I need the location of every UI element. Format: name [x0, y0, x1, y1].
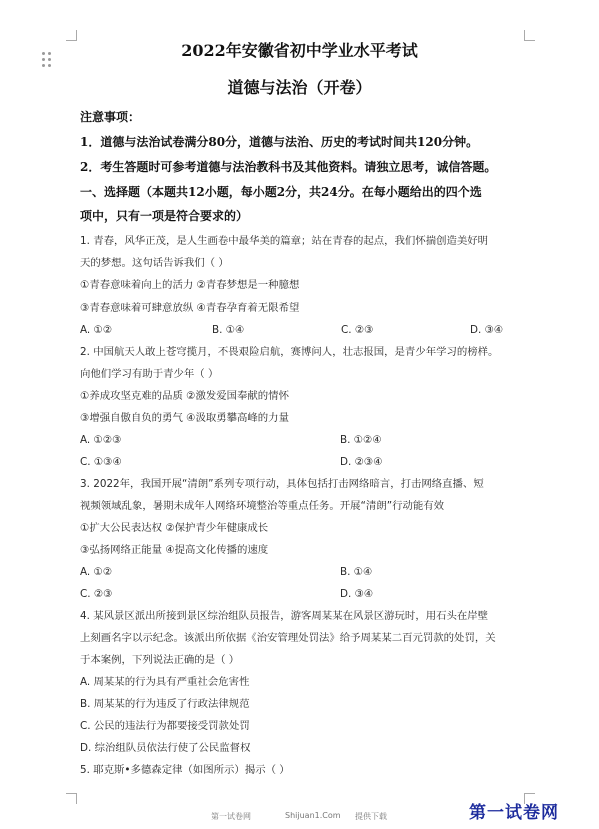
- q1-option-b: B. ①④: [212, 324, 245, 336]
- q4-option-c: C. 公民的违法行为都要接受罚款处罚: [80, 720, 250, 732]
- q1-option-a: A. ①②: [80, 324, 113, 336]
- q3-statements-2: ③弘扬网络正能量 ④提高文化传播的速度: [80, 544, 269, 556]
- q4-stem-line1: 4. 某风景区派出所接到景区综治组队员报告，游客周某某在风景区游玩时，用石头在岸壁: [80, 610, 489, 622]
- q2-option-d: D. ②③④: [340, 456, 383, 468]
- q4-option-b: B. 周某某的行为违反了行政法律规范: [80, 698, 250, 710]
- document-subtitle: 道德与法治（开卷）: [227, 78, 372, 97]
- q4-stem-line3: 于本案例，下列说法正确的是（ ）: [80, 654, 240, 666]
- q1-stem-line1: 1. 青春，风华正茂，是人生画卷中最华美的篇章；站在青春的起点，我们怀揣创造美好明: [80, 235, 489, 247]
- footer-site-url: Shijuan1.Com: [285, 811, 341, 820]
- q2-statements-2: ③增强自傲自负的勇气 ④汲取勇攀高峰的力量: [80, 412, 289, 424]
- q1-statements-1: ①青春意味着向上的活力 ②青春梦想是一种臆想: [80, 279, 300, 291]
- notice-item-1: 1．道德与法治试卷满分80分，道德与法治、历史的考试时间共120分钟。: [80, 135, 479, 149]
- q3-option-a: A. ①②: [80, 566, 113, 578]
- q3-option-c: C. ②③: [80, 588, 113, 600]
- notice-heading: 注意事项：: [80, 110, 141, 124]
- q1-option-c: C. ②③: [341, 324, 374, 336]
- q4-option-a: A. 周某某的行为具有严重社会危害性: [80, 676, 250, 688]
- q3-option-d: D. ③④: [340, 588, 374, 600]
- q4-option-d: D. 综治组队员依法行使了公民监督权: [80, 742, 251, 754]
- q3-stem-line1: 3. 2022年，我国开展“清朗”系列专项行动，具体包括打击网络暗言，打击网络直播、短: [80, 478, 484, 490]
- q2-stem-line1: 2. 中国航天人敢上苍穹揽月，不畏艰险启航，赛博问人，壮志报国，是青少年学习的榜样。: [80, 346, 499, 358]
- q2-stem-line2: 向他们学习有助于青少年（ ）: [80, 368, 219, 380]
- q1-stem-line2: 天的梦想。这句话告诉我们（ ）: [80, 257, 229, 269]
- q3-statements-1: ①扩大公民表达权 ②保护青少年健康成长: [80, 522, 269, 534]
- q2-option-b: B. ①②④: [340, 434, 382, 446]
- q2-statements-1: ①养成攻坚克难的品质 ②激发爱国奉献的情怀: [80, 390, 289, 402]
- crop-mark-bottom-left: [66, 793, 77, 804]
- q4-stem-line2: 上刻画名字以示纪念。该派出所依据《治安管理处罚法》给予周某某二百元罚款的处罚，关: [80, 632, 496, 644]
- brand-logo-text: 第一试卷网: [469, 803, 559, 823]
- q3-option-b: B. ①④: [340, 566, 373, 578]
- section-heading-line2: 项中，只有一项是符合要求的）: [80, 209, 249, 223]
- document-title: 2022年安徽省初中学业水平考试: [181, 41, 418, 60]
- footer-site-name: 第一试卷网: [211, 812, 251, 821]
- notice-item-2: 2．考生答题时可参考道德与法治教科书及其他资料。请独立思考，诚信答题。: [80, 160, 497, 174]
- q3-stem-line2: 视频领域乱象，暑期未成年人网络环境整治等重点任务。开展“清朗”行动能有效: [80, 500, 445, 512]
- footer-download-text: 提供下载: [355, 812, 387, 821]
- q2-option-c: C. ①③④: [80, 456, 122, 468]
- section-heading-line1: 一、选择题（本题共12小题，每小题2分，共24分。在每小题给出的四个选: [80, 185, 482, 199]
- q5-stem-line1: 5. 耶克斯•多德森定律（如图所示）揭示（ ）: [80, 764, 290, 776]
- q2-option-a: A. ①②③: [80, 434, 122, 446]
- q1-option-d: D. ③④: [470, 324, 504, 336]
- q1-statements-2: ③青春意味着可肆意放纵 ④青春孕育着无限希望: [80, 302, 300, 314]
